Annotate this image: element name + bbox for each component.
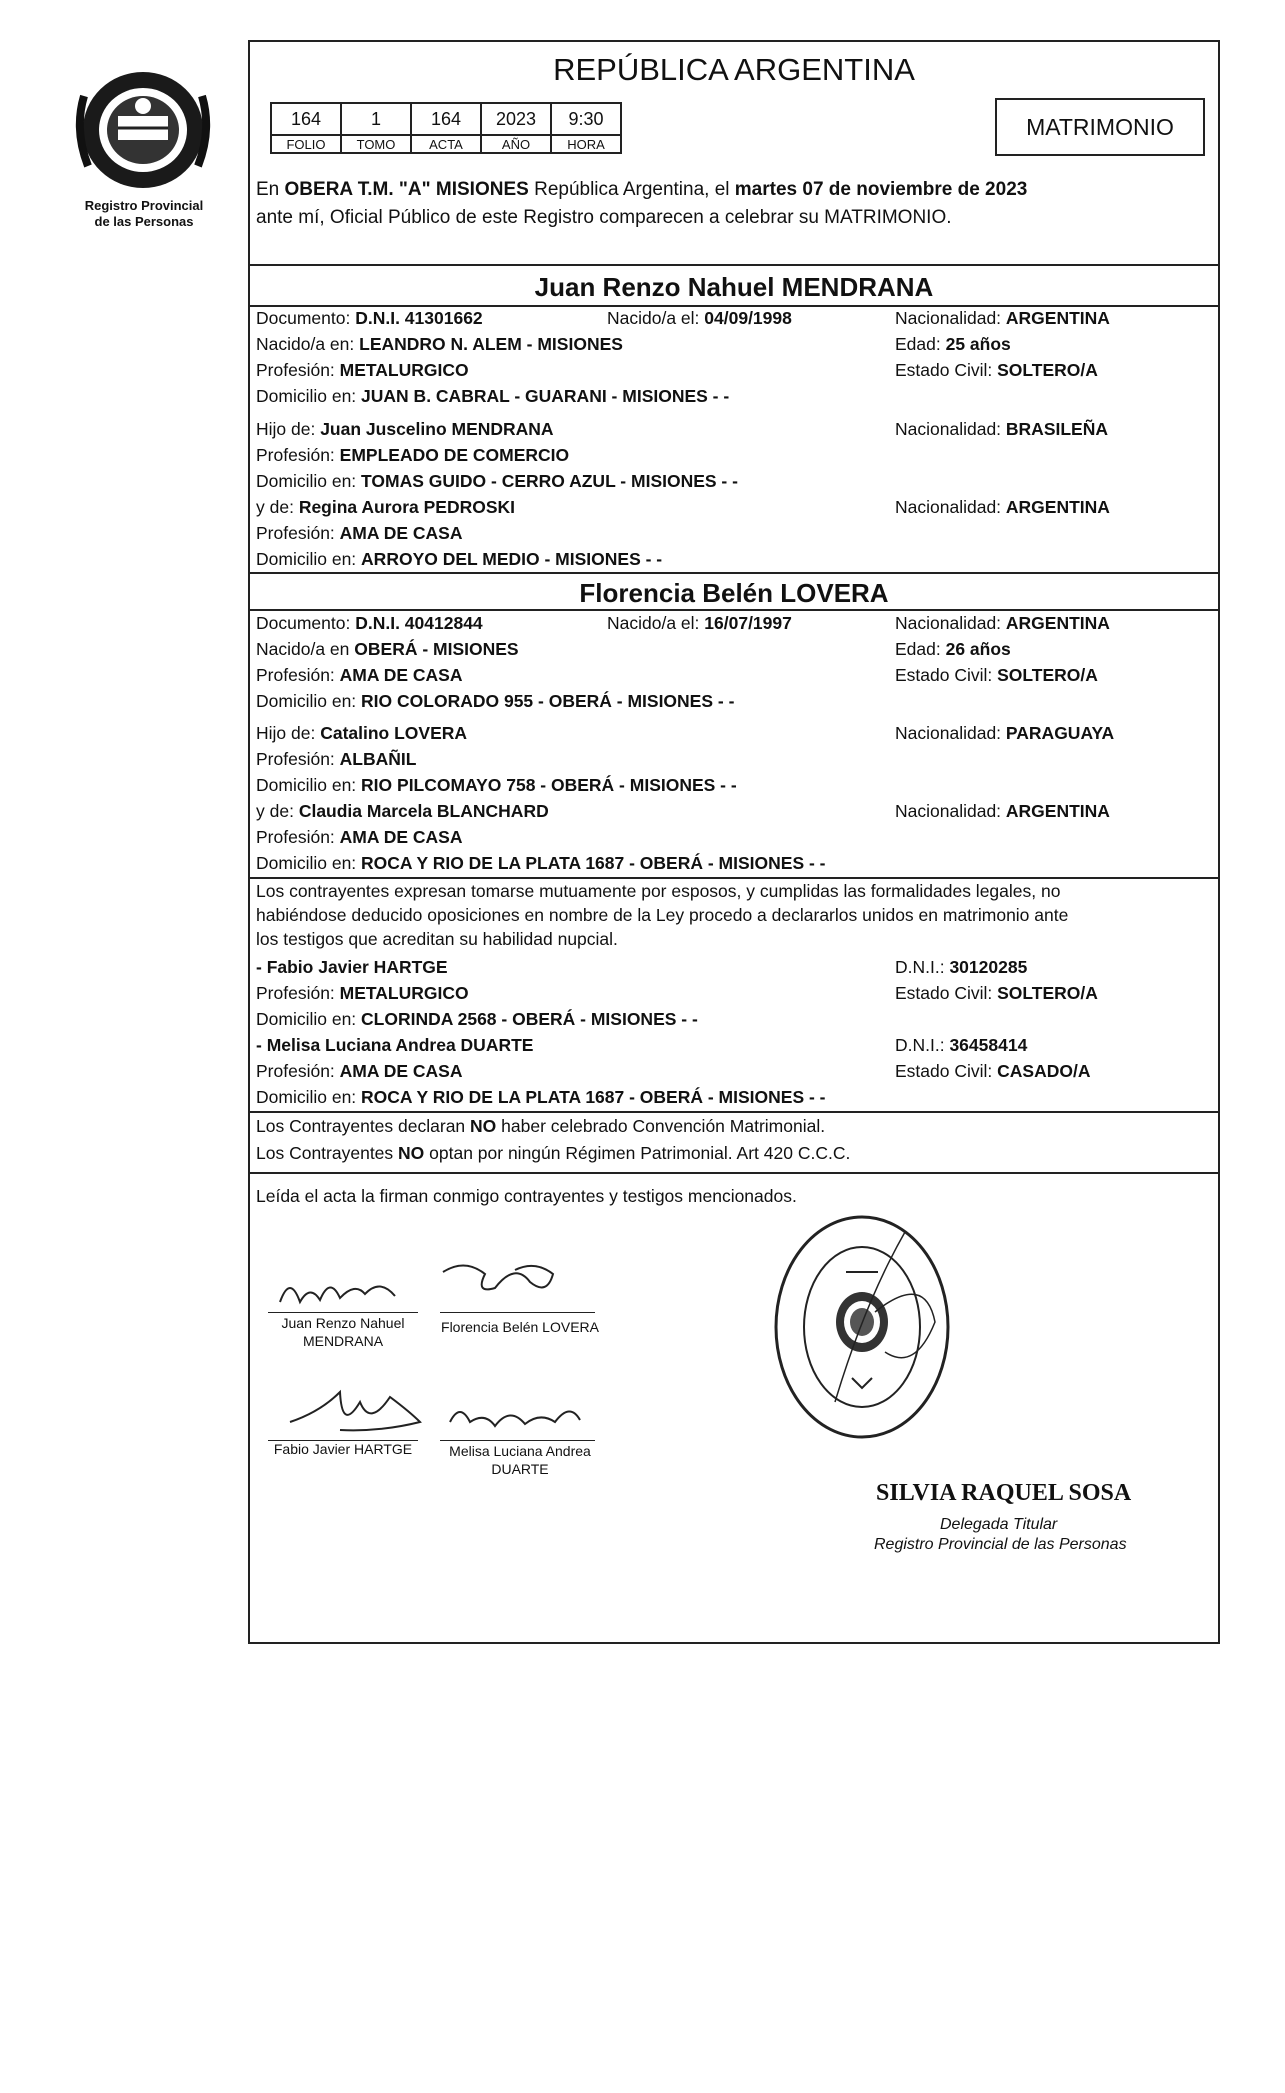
value: Juan Juscelino MENDRANA: [320, 419, 554, 439]
anio-label: AÑO: [481, 135, 551, 153]
signature-label-witness2: [440, 1442, 600, 1478]
value: METALURGICO: [339, 983, 469, 1003]
spouse2-birthplace: [256, 638, 519, 660]
spouse1-profession: [256, 359, 469, 381]
label: Documento:: [256, 308, 356, 328]
label: Nacido/a el:: [607, 613, 705, 633]
spouse2-address: [256, 690, 734, 712]
value: SOLTERO/A: [997, 360, 1098, 380]
spouse1-birthplace: [256, 333, 623, 355]
note-convention: [256, 1115, 825, 1137]
intro-line2: ante mí, Oficial Público de este Registro comparecen a celebrar su MATRIMONIO.: [256, 207, 952, 228]
divider: [250, 1111, 1218, 1113]
label: y de:: [256, 801, 299, 821]
intro-place: OBERA T.M. "A" MISIONES: [284, 179, 529, 200]
value: AMA DE CASA: [339, 523, 463, 543]
witness2-dni: [895, 1034, 1027, 1056]
value: LEANDRO N. ALEM - MISIONES: [359, 334, 623, 354]
note-c: optan por ningún Régimen Patrimonial. Art 420 C.C.C.: [424, 1143, 851, 1163]
signature-label-witness1: Fabio Javier HARTGE: [273, 1441, 413, 1457]
spouse2-father-address: [256, 774, 737, 796]
witness1-profession: [256, 982, 469, 1004]
signature-witness2: [440, 1392, 590, 1445]
label: Nacionalidad:: [895, 308, 1006, 328]
label: Nacionalidad:: [895, 801, 1006, 821]
value: AMA DE CASA: [339, 665, 463, 685]
witness1-dni: [895, 956, 1027, 978]
spouse1-father-profession: [256, 444, 569, 466]
declaration-line2: habiéndose deducido oposiciones en nombre de la Ley procedo a declararlos unidos en matrimonio ante: [256, 905, 1069, 925]
registry-caption-line1: Registro Provincial: [84, 198, 204, 213]
signature-line: [440, 1312, 595, 1313]
spouse1-name: Juan Renzo Nahuel MENDRANA: [534, 272, 934, 302]
label: Estado Civil:: [895, 360, 998, 380]
spouse2-father-profession: [256, 748, 416, 770]
spouse2-age: [895, 638, 1011, 660]
folio-value: 164: [271, 103, 341, 135]
spouse2-nationality: [895, 612, 1110, 634]
value: ARROYO DEL MEDIO - MISIONES - -: [361, 549, 663, 569]
witness1-name: [256, 956, 448, 978]
spouse1-mother-address: [256, 548, 662, 570]
label: Documento:: [256, 613, 356, 633]
label: Profesión:: [256, 749, 340, 769]
spouse1-father-address: [256, 470, 738, 492]
label: Hijo de:: [256, 419, 321, 439]
value: AMA DE CASA: [339, 827, 463, 847]
spouse2-mother-nationality: [895, 800, 1110, 822]
label: D.N.I.:: [895, 1035, 950, 1055]
divider: [250, 264, 1218, 266]
note-b: NO: [398, 1143, 425, 1163]
label: Domicilio en:: [256, 775, 362, 795]
spouse1-nationality: [895, 307, 1110, 329]
signature-spouse1: [270, 1264, 420, 1319]
label: Estado Civil:: [895, 665, 998, 685]
registry-caption-line2: de las Personas: [94, 214, 194, 229]
signature-label-spouse2: Florencia Belén LOVERA: [441, 1319, 599, 1335]
value: - Fabio Javier HARTGE: [256, 957, 448, 977]
declaration-line1: Los contrayentes expresan tomarse mutuamente por esposos, y cumplidas las formalidades legales, no: [256, 881, 1061, 901]
spouse1-document: [256, 307, 483, 329]
label: Domicilio en:: [256, 691, 362, 711]
value: D.N.I. 40412844: [355, 613, 483, 633]
folio-label: FOLIO: [271, 135, 341, 153]
label: Profesión:: [256, 523, 340, 543]
witness1-address: [256, 1008, 698, 1030]
label: Edad:: [895, 334, 946, 354]
value: 16/07/1997: [704, 613, 792, 633]
spouse2-birthdate: [607, 612, 792, 634]
label: Domicilio en:: [256, 549, 362, 569]
value: D.N.I. 41301662: [355, 308, 483, 328]
tomo-value: 1: [341, 103, 411, 135]
value: - Melisa Luciana Andrea DUARTE: [256, 1035, 534, 1055]
intro-date: martes 07 de noviembre de 2023: [734, 179, 1028, 200]
note-b: NO: [470, 1116, 497, 1136]
official-title: Delegada Titular: [940, 1516, 1058, 1533]
spouse1-mother: [256, 496, 515, 518]
signature-spouse2: [435, 1252, 565, 1312]
intro-b: República Argentina, el: [528, 179, 735, 200]
label: D.N.I.:: [895, 957, 950, 977]
signature-line: [440, 1440, 595, 1441]
acta-value: 164: [411, 103, 481, 135]
value: ARGENTINA: [1005, 497, 1110, 517]
label: Nacido/a en: [256, 639, 355, 659]
spouse1-age: [895, 333, 1011, 355]
witness2-profession: [256, 1060, 462, 1082]
label: Domicilio en:: [256, 471, 362, 491]
value: OBERÁ - MISIONES: [354, 639, 519, 659]
registry-logo: [74, 66, 212, 194]
spouse1-mother-profession: [256, 522, 462, 544]
label: Edad:: [895, 639, 946, 659]
sig-line1: Juan Renzo Nahuel: [281, 1315, 405, 1331]
value: ROCA Y RIO DE LA PLATA 1687 - OBERÁ - MISIONES - -: [361, 853, 826, 873]
value: Catalino LOVERA: [320, 723, 468, 743]
spouse1-mother-nationality: [895, 496, 1110, 518]
label: Nacionalidad:: [895, 419, 1006, 439]
spouse1-birthdate: [607, 307, 792, 329]
note-a: Los Contrayentes declaran: [256, 1116, 471, 1136]
value: 04/09/1998: [704, 308, 792, 328]
sig-line2: MENDRANA: [302, 1333, 384, 1349]
acta-label: ACTA: [411, 135, 481, 153]
spouse2-mother-profession: [256, 826, 462, 848]
official-signature: [805, 1212, 965, 1417]
spouse1-address: [256, 385, 729, 407]
label: Profesión:: [256, 665, 340, 685]
hora-label: HORA: [551, 135, 621, 153]
value: TOMAS GUIDO - CERRO AZUL - MISIONES - -: [361, 471, 738, 491]
value: 36458414: [949, 1035, 1028, 1055]
value: ARGENTINA: [1005, 308, 1110, 328]
spouse2-mother: [256, 800, 549, 822]
spouse2-profession: [256, 664, 462, 686]
value: ALBAÑIL: [339, 749, 417, 769]
spouse2-father: [256, 722, 467, 744]
divider: [250, 877, 1218, 879]
value: AMA DE CASA: [339, 1061, 463, 1081]
signature-witness1: [280, 1382, 430, 1447]
label: Nacido/a el:: [607, 308, 705, 328]
label: Estado Civil:: [895, 983, 998, 1003]
marriage-certificate: [248, 40, 1220, 1644]
label: Profesión:: [256, 827, 340, 847]
official-name: SILVIA RAQUEL SOSA: [876, 1480, 1132, 1506]
witness2-address: [256, 1086, 826, 1108]
spouse2-document: [256, 612, 483, 634]
note-a: Los Contrayentes: [256, 1143, 399, 1163]
label: Profesión:: [256, 1061, 340, 1081]
note-regime: [256, 1142, 850, 1164]
intro-a: En: [256, 179, 285, 200]
declaration-line3: los testigos que acreditan su habilidad nupcial.: [256, 929, 618, 949]
certificate-type: MATRIMONIO: [995, 98, 1205, 156]
witness1-civil-status: [895, 982, 1098, 1004]
tomo-label: TOMO: [341, 135, 411, 153]
value: SOLTERO/A: [997, 665, 1098, 685]
value: CASADO/A: [997, 1061, 1091, 1081]
label: Domicilio en:: [256, 386, 362, 406]
spouse1-civil-status: [895, 359, 1098, 381]
label: Nacionalidad:: [895, 497, 1006, 517]
value: ARGENTINA: [1005, 613, 1110, 633]
value: PARAGUAYA: [1005, 723, 1115, 743]
value: 25 años: [945, 334, 1011, 354]
witness2-civil-status: [895, 1060, 1090, 1082]
value: Claudia Marcela BLANCHARD: [298, 801, 549, 821]
label: Domicilio en:: [256, 1009, 362, 1029]
signature-line: [268, 1312, 418, 1313]
divider: [250, 572, 1218, 574]
anio-value: 2023: [481, 103, 551, 135]
closing-text: Leída el acta la firman conmigo contrayentes y testigos mencionados.: [256, 1186, 797, 1206]
value: 26 años: [945, 639, 1011, 659]
label: y de:: [256, 497, 299, 517]
label: Nacionalidad:: [895, 723, 1006, 743]
value: CLORINDA 2568 - OBERÁ - MISIONES - -: [361, 1009, 698, 1029]
value: ROCA Y RIO DE LA PLATA 1687 - OBERÁ - MISIONES - -: [361, 1087, 826, 1107]
label: Domicilio en:: [256, 853, 362, 873]
value: 30120285: [949, 957, 1028, 977]
label: Profesión:: [256, 445, 340, 465]
spouse2-mother-address: [256, 852, 826, 874]
registration-table: [270, 102, 622, 154]
note-c: haber celebrado Convención Matrimonial.: [496, 1116, 826, 1136]
spouse2-father-nationality: [895, 722, 1114, 744]
spouse1-father-nationality: [895, 418, 1108, 440]
value: SOLTERO/A: [997, 983, 1098, 1003]
label: Nacionalidad:: [895, 613, 1006, 633]
label: Hijo de:: [256, 723, 321, 743]
hora-value: 9:30: [551, 103, 621, 135]
value: ARGENTINA: [1005, 801, 1110, 821]
value: Regina Aurora PEDROSKI: [298, 497, 516, 517]
label: Domicilio en:: [256, 1087, 362, 1107]
value: JUAN B. CABRAL - GUARANI - MISIONES - -: [361, 386, 730, 406]
sig-line1: Melisa Luciana Andrea: [449, 1443, 591, 1459]
value: BRASILEÑA: [1005, 419, 1108, 439]
value: METALURGICO: [339, 360, 469, 380]
spouse2-civil-status: [895, 664, 1098, 686]
registry-caption: [64, 198, 224, 230]
official-org: Registro Provincial de las Personas: [874, 1536, 1127, 1553]
label: Nacido/a en:: [256, 334, 360, 354]
label: Profesión:: [256, 983, 340, 1003]
label: Profesión:: [256, 360, 340, 380]
label: Estado Civil:: [895, 1061, 998, 1081]
intro-text: [256, 176, 1027, 232]
divider: [250, 1172, 1218, 1174]
divider: [250, 609, 1218, 611]
value: RIO COLORADO 955 - OBERÁ - MISIONES - -: [361, 691, 735, 711]
value: RIO PILCOMAYO 758 - OBERÁ - MISIONES - -: [361, 775, 737, 795]
page-title: REPÚBLICA ARGENTINA: [553, 52, 915, 87]
signature-label-spouse1: [268, 1314, 418, 1350]
sig-line2: DUARTE: [491, 1461, 549, 1477]
witness2-name: [256, 1034, 533, 1056]
value: EMPLEADO DE COMERCIO: [339, 445, 570, 465]
spouse2-name: Florencia Belén LOVERA: [579, 578, 889, 608]
spouse1-father: [256, 418, 554, 440]
